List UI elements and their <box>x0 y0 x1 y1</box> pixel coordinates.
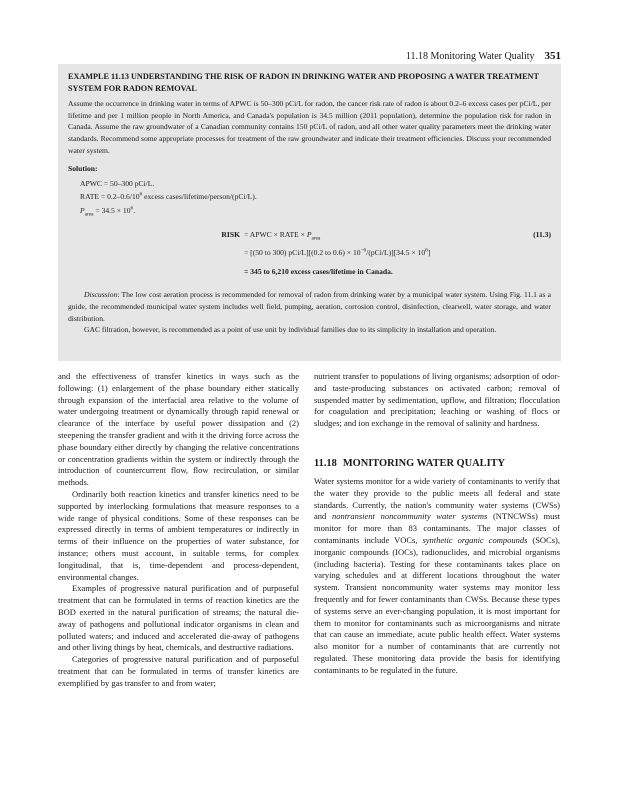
equation-number: (11.3) <box>533 229 551 239</box>
risk-equation <box>68 229 551 278</box>
header-section-title: 11.18 Monitoring Water Quality <box>405 51 535 62</box>
left-paragraph-3: Examples of progressive natural purification and of purposeful treatment that can be formulated in terms of reaction kinetics are the BOD exerted in the natural purification of streams; the natural die-away of pathogens and pollutional indicator organisms in clean and polluted waters; and induced and accelerated die-away of pathogens and other living things by heat, chemicals, and destructive radiations. <box>58 583 299 653</box>
section-heading <box>314 458 560 470</box>
right-paragraph-2: Water systems monitor for a wide variety of contaminants to verify that the water they provide to the public meets all federal and state standards. Currently, the nation's community water systems (CWSs) and nontransient noncommunity water systems (NTNCWSs) must monitor for more than 83 contaminants. The major classes of contaminants include VOCs, synthetic organic compounds (SOCs), inorganic compounds (IOCs), radionuclides, and microbial organisms (including bacteria). Testing for these contaminants takes place on varying schedules and at different locations throughout the water system. Transient noncommunity water systems may monitor less frequently and for fewer contaminants than CWSs. Because these types of systems serve an ever-changing population, it is most important for them to monitor for contaminants such as microorganisms and nitrate that can cause an immediate, acute public health effect. Water systems also monitor for a number of contaminants that are currently not regulated. These monitoring data provide the basis for identifying contaminants to be regulated in the future. <box>314 475 560 675</box>
left-column <box>58 371 299 690</box>
discussion-label: Discussion <box>84 290 118 300</box>
running-header <box>58 50 561 63</box>
solution-label: Solution: <box>68 164 98 174</box>
left-paragraph-2: Ordinarily both reaction kinetics and transfer kinetics need to be supported by interlocking formulations that measure responses to a wide range of physical conditions. Some of these responses can be expressed directly in terms of ambient temperatures or indirectly in terms of their influence on the properties of water substance, for instance; others must account, in suitable terms, for complex longitudinal, that is, time-dependent and process-dependent, environmental changes. <box>58 488 299 582</box>
left-paragraph-4: Categories of progressive natural purification and of purposeful treatment that can be formulated in terms of transfer kinetics are exemplified by gas transfer to and from water; <box>58 654 299 688</box>
equation-lhs: RISK <box>221 229 240 239</box>
section-number: 11.18 <box>314 457 337 469</box>
example-title: EXAMPLE 11.13 UNDERSTANDING THE RISK OF RADON IN DRINKING WATER AND PROPOSING A WATER TREATMENT SYSTEM FOR RADON REMOVAL <box>68 72 539 93</box>
right-column <box>314 371 560 677</box>
equation-line-1: = APWC × RATE × $P_{area}$ <box>244 229 321 242</box>
given-apwc: APWC = 50–300 pCi/L. <box>80 178 155 188</box>
gac-paragraph: GAC filtration, however, is recommended as a point of use unit by individual families due to its simplicity in installation and operation. <box>84 325 497 335</box>
section-title: MONITORING WATER QUALITY <box>342 457 506 469</box>
example-box <box>58 64 561 361</box>
right-paragraph-1: nutrient transfer to populations of living organisms; adsorption of odor- and taste-producing substances on activated carbon; removal of suspended matter by sedimentation, upflow, and filtration; flocculation for coagulation and precipitation; leaching or washing of flocs or sludges; and ion exchange in the removal of salinity and hardness. <box>314 371 560 429</box>
page-number: 351 <box>544 50 561 62</box>
given-rate: RATE = $0.2-0.6/10^6$ excess cases/lifetime/person/(pCi/L). <box>80 191 257 202</box>
equation-result: = 345 to 6,210 excess cases/lifetime in Canada. <box>244 266 393 276</box>
given-population: $P_{area} = 34.5 \times 10^6$. <box>80 205 136 218</box>
discussion: Discussion: The low cost aeration process is recommended for removal of radon from drinking water by a municipal water system. Using Fig. 11.1 as a guide, the recommended municipal water system includes well field, pumping, aeration, corrosion control, disinfection, clearwell, water storage, and water distribution. <box>68 290 551 323</box>
equation-line-2: = [(50 to 300) pCi/L][(0.2 to $0.6) \times 10^{-6}/(pCi/L)][34.5 \times 10^6]$ <box>244 247 431 258</box>
example-problem: Assume the occurrence in drinking water in terms of APWC is 50–300 pCi/L for radon, the cancer risk rate of radon is about 0.2–6 excess cases per pCi/L, per lifetime and per 1 million people in North America, and Canada's population is 34.5 million (2011 population), determine the population risk for radon in Canada. Assume the raw groundwater of a Canadian community contains 150 pCi/L of radon, and all other water quality parameters meet the drinking water standards. Recommend some appropriate processes for treatment of the raw groundwater and indicate their treatment efficiencies. Discuss your recommended water system. <box>68 99 551 155</box>
left-paragraph-1: and the effectiveness of transfer kinetics in ways such as the following: (1) enlargement of the phase boundary either statically through expansion of the interfacial area relative to the volume of water undergoing treatment or dynamically through rapid renewal or clearance of the interface by useful power dissipation and (2) steepening the transfer gradient and with it the driving force across the phase boundary either directly by changing the relative concentrations or concentration gradients within the system or indirectly through the introduction of countercurrent flow, flow recirculation, or similar methods. <box>58 371 299 488</box>
